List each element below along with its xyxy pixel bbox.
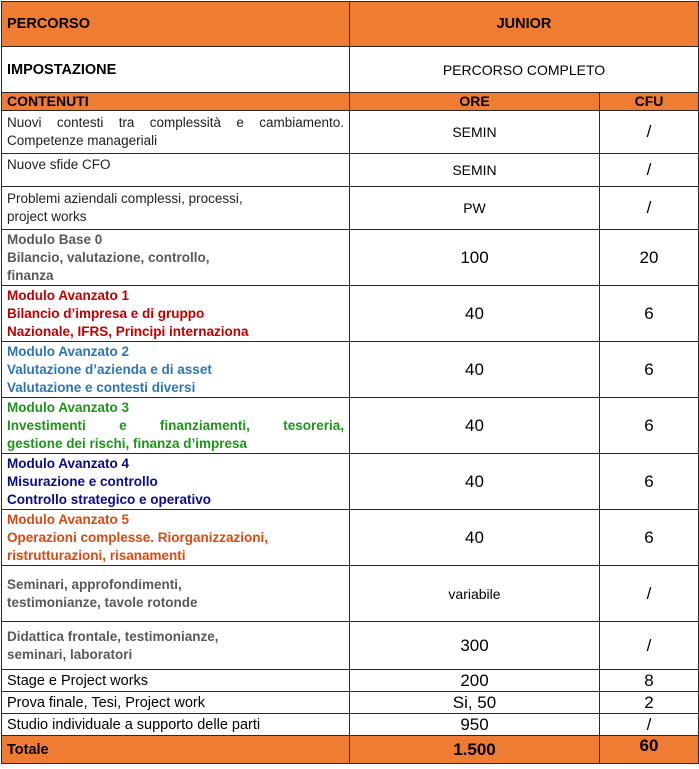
row-line: Investimenti e finanziamenti, tesoreria, [7,417,344,433]
row-line: finanza [7,267,54,283]
row-ore: 950 [350,714,600,736]
column-contenuti: CONTENUTI [2,93,350,111]
table-row [2,398,699,454]
row-cfu: 6 [600,398,699,454]
row-ore: 40 [350,286,600,342]
row-line: Valutazione d’azienda e di asset [7,361,212,377]
row-cfu: 6 [600,286,699,342]
table-row [2,510,699,566]
row-content [2,566,350,622]
table-row [2,670,699,692]
table-row [2,714,699,736]
row-ore: variabile [350,566,600,622]
row-content [2,286,350,342]
row-line: Modulo Avanzato 5 [7,511,130,527]
row-content [2,510,350,566]
row-line: Bilancio d’impresa e di gruppo [7,305,205,321]
row-cfu: / [600,566,699,622]
row-content [2,622,350,670]
row-line: testimonianze, tavole rotonde [7,594,198,610]
row-content [2,230,350,286]
row-ore: 300 [350,622,600,670]
row-line: Misurazione e controllo [7,473,158,489]
row-line: Nuove sfide CFO [7,157,111,172]
table-row [2,111,699,154]
row-content [2,454,350,510]
row-content [2,714,350,736]
table-row [2,286,699,342]
row-cfu: 6 [600,510,699,566]
columns-header-row [2,93,699,111]
totale-row [2,736,699,764]
row-line: Modulo Base 0 [7,231,103,247]
row-line: Problemi aziendali complessi, processi, [7,191,243,206]
column-cfu: CFU [600,93,699,111]
row-cfu: / [600,622,699,670]
table-row [2,692,699,714]
row-cfu: 20 [600,230,699,286]
row-line: Competenze manageriali [7,133,158,148]
table-row [2,230,699,286]
row-ore: 40 [350,398,600,454]
row-line: Modulo Avanzato 3 [7,399,130,415]
row-line: Modulo Avanzato 4 [7,455,130,471]
row-line: Stage e Project works [7,672,149,689]
totale-cfu: 60 [600,736,699,764]
row-ore: PW [350,187,600,230]
row-content [2,154,350,187]
row-content [2,342,350,398]
row-content [2,670,350,692]
row-line: Prova finale, Tesi, Project work [7,694,205,711]
row-line: Valutazione e contesti diversi [7,379,196,395]
junior-label: JUNIOR [350,2,699,47]
row-ore: 40 [350,342,600,398]
row-cfu: 8 [600,670,699,692]
row-cfu: / [600,714,699,736]
curriculum-table [1,1,699,764]
table-row [2,622,699,670]
row-line: ristrutturazioni, risanamenti [7,547,186,563]
table-row [2,187,699,230]
row-line: Nazionale, IFRS, Principi internaziona [7,323,249,339]
row-ore: 200 [350,670,600,692]
row-ore: SEMIN [350,154,600,187]
column-ore: ORE [350,93,600,111]
impostazione-label: IMPOSTAZIONE [2,47,350,93]
row-line: gestione dei rischi, finanza d’impresa [7,435,248,451]
row-line: Studio individuale a supporto delle parti [7,716,261,733]
row-line: project works [7,209,87,224]
row-cfu: / [600,154,699,187]
header-row [2,2,699,47]
row-cfu: / [600,187,699,230]
row-line: Modulo Avanzato 2 [7,343,130,359]
row-content [2,111,350,154]
row-cfu: / [600,111,699,154]
row-line: Bilancio, valutazione, controllo, [7,249,210,265]
row-line: Controllo strategico e operativo [7,491,212,507]
row-content [2,187,350,230]
row-line: Didattica frontale, testimonianze, [7,628,219,644]
row-content [2,398,350,454]
table-row [2,566,699,622]
row-line: Modulo Avanzato 1 [7,287,130,303]
impostazione-value: PERCORSO COMPLETO [350,47,699,93]
row-ore: SEMIN [350,111,600,154]
row-ore: 40 [350,454,600,510]
row-line: Nuovi contesti tra complessità e cambiamento. [7,115,344,130]
percorso-label: PERCORSO [2,2,350,47]
row-cfu: 6 [600,454,699,510]
totale-ore: 1.500 [350,736,600,764]
row-cfu: 6 [600,342,699,398]
row-ore: Si, 50 [350,692,600,714]
table-row [2,154,699,187]
table-row [2,342,699,398]
row-ore: 100 [350,230,600,286]
row-line: Seminari, approfondimenti, [7,576,182,592]
row-content [2,692,350,714]
totale-label: Totale [2,736,350,764]
row-line: Operazioni complesse. Riorganizzazioni, [7,529,269,545]
table-row [2,454,699,510]
impostazione-row [2,47,699,93]
row-ore: 40 [350,510,600,566]
row-line: seminari, laboratori [7,646,133,662]
row-cfu: 2 [600,692,699,714]
